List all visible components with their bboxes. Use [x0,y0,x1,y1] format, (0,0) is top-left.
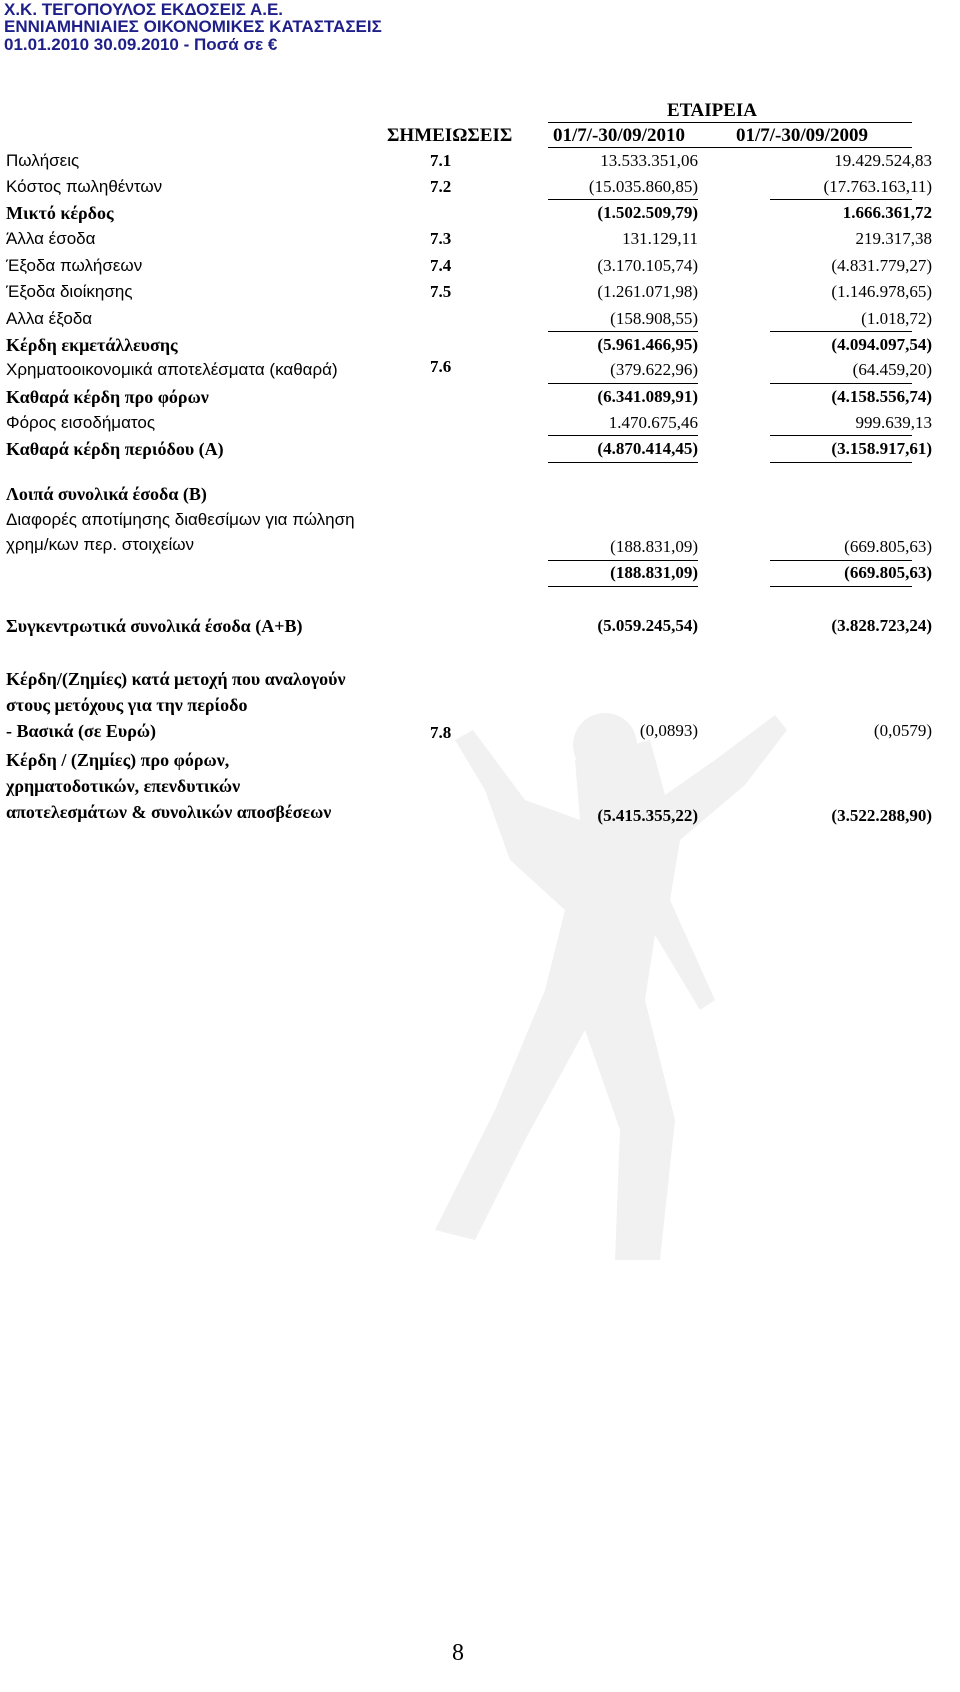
notes-column-header: ΣΗΜΕΙΩΣΕΙΣ [387,125,513,146]
ebitda-line-1: Κέρδη / (Ζημίες) προ φόρων, [6,750,230,770]
row-value-prior-other-expenses: (1.018,72) [861,309,932,328]
eps-line-1: Κέρδη/(Ζημίες) κατά μετοχή που αναλογούν [6,669,346,689]
statement-title: ΕΝΝΙΑΜΗΝΙΑΙΕΣ ΟΙΚΟΝΟΜΙΚΕΣ ΚΑΤΑΣΤΑΣΕΙΣ [4,17,382,36]
row-value-prior-income-tax: 999.639,13 [855,413,932,432]
subtotal-line [770,383,912,384]
row-value-current-net-profit: (4.870.414,45) [597,439,698,458]
total-comprehensive-current: (5.059.245,54) [597,616,698,635]
ebitda-value-prior: (3.522.288,90) [831,806,932,825]
row-label-selling-expenses: Έξοδα πωλήσεων [6,256,143,275]
row-label-income-tax: Φόρος εισοδήματος [6,413,156,432]
row-note-admin-expenses: 7.5 [430,282,452,301]
ebitda-line-3: αποτελεσμάτων & συνολικών αποσβέσεων [6,802,332,822]
row-note-cost-of-sales: 7.2 [430,177,452,196]
company-name: Χ.Κ. ΤΕΓΟΠΟΥΛΟΣ ΕΚΔΟΣΕΙΣ Α.Ε. [4,0,284,19]
eps-value-current: (0,0893) [639,721,698,740]
row-value-prior-profit-before-tax: (4.158.556,74) [831,387,932,406]
subtotal-line [548,435,698,436]
eps-note: 7.8 [430,723,452,742]
total-line [548,462,698,463]
row-label-other-income: Άλλα έσοδα [6,229,96,248]
row-value-current-financial-results: (379.622,96) [610,360,698,379]
current-period-header: 01/7/-30/09/2010 [553,125,685,146]
row-value-current-selling-expenses: (3.170.105,74) [597,256,698,275]
row-value-prior-admin-expenses: (1.146.978,65) [831,282,932,301]
ebitda-line-2: χρηματοδοτικών, επενδυτικών [6,776,241,796]
period-and-currency: 01.01.2010 30.09.2010 - Ποσά σε € [4,35,278,54]
eps-line-2: στους μετόχους για την περίοδο [6,695,248,715]
row-label-net-profit: Καθαρά κέρδη περιόδου (Α) [6,439,224,459]
row-note-sales: 7.1 [430,151,452,170]
row-label-sales: Πωλήσεις [6,151,80,170]
row-value-prior-selling-expenses: (4.831.779,27) [831,256,932,275]
row-label-other-expenses: Αλλα έξοδα [6,309,93,328]
subtotal-line [548,199,698,200]
subtotal-line [548,383,698,384]
row-value-current-operating-profit: (5.961.466,95) [597,335,698,354]
row-value-prior-net-profit: (3.158.917,61) [831,439,932,458]
row-label-profit-before-tax: Καθαρά κέρδη προ φόρων [6,387,209,407]
total-comprehensive-label: Συγκεντρωτικά συνολικά έσοδα (Α+Β) [6,616,303,636]
subtotal-line [770,435,912,436]
row-note-other-income: 7.3 [430,229,452,248]
ebitda-value-current: (5.415.355,22) [597,806,698,825]
eps-value-prior: (0,0579) [873,721,932,740]
group-header-underline [548,122,912,123]
subtotal-line [548,331,698,332]
oci-total-current: (188.831,09) [610,563,698,582]
row-value-current-profit-before-tax: (6.341.089,91) [597,387,698,406]
row-label-financial-results: Χρηματοοικονομικά αποτελέσματα (καθαρά) [6,360,338,379]
row-label-operating-profit: Κέρδη εκμετάλλευσης [6,335,178,355]
page-number: 8 [452,1640,464,1666]
company-group-label: ΕΤΑΙΡΕΙΑ [667,100,758,121]
row-value-current-gross-profit: (1.502.509,79) [597,203,698,222]
subtotal-line [770,331,912,332]
row-label-admin-expenses: Έξοδα διοίκησης [6,282,133,301]
total-comprehensive-prior: (3.828.723,24) [831,616,932,635]
row-value-prior-gross-profit: 1.666.361,72 [842,203,932,222]
oci-line-1: Διαφορές αποτίμησης διαθεσίμων για πώληση [6,510,355,529]
oci-title: Λοιπά συνολικά έσοδα (Β) [6,484,207,504]
row-value-current-sales: 13.533.351,06 [600,151,698,170]
row-value-prior-other-income: 219.317,38 [855,229,932,248]
row-value-current-admin-expenses: (1.261.071,98) [597,282,698,301]
row-value-prior-operating-profit: (4.094.097,54) [831,335,932,354]
row-label-cost-of-sales: Κόστος πωληθέντων [6,177,163,196]
column-header-underline [548,147,912,148]
eps-line-3: - Βασικά (σε Ευρώ) [6,721,157,741]
subtotal-line [770,199,912,200]
row-label-gross-profit: Μικτό κέρδος [6,203,114,223]
athlete-watermark-graphic [415,700,795,1260]
subtotal-line [770,560,912,561]
row-note-selling-expenses: 7.4 [430,256,452,275]
total-line [548,586,698,587]
row-value-prior-sales: 19.429.524,83 [834,151,932,170]
row-value-current-income-tax: 1.470.675,46 [608,413,698,432]
row-value-current-other-expenses: (158.908,55) [610,309,698,328]
oci-line-2: χρημ/κων περ. στοιχείων [6,535,195,554]
row-value-prior-financial-results: (64.459,20) [852,360,932,379]
total-line [770,586,912,587]
row-value-prior-cost-of-sales: (17.763.163,11) [823,177,932,196]
subtotal-line [548,560,698,561]
total-line [770,462,912,463]
row-note-financial-results: 7.6 [430,357,452,376]
oci-value-current: (188.831,09) [610,537,698,556]
oci-value-prior: (669.805,63) [844,537,932,556]
prior-period-header: 01/7/-30/09/2009 [736,125,868,146]
row-value-current-other-income: 131.129,11 [622,229,698,248]
oci-total-prior: (669.805,63) [844,563,932,582]
row-value-current-cost-of-sales: (15.035.860,85) [588,177,698,196]
